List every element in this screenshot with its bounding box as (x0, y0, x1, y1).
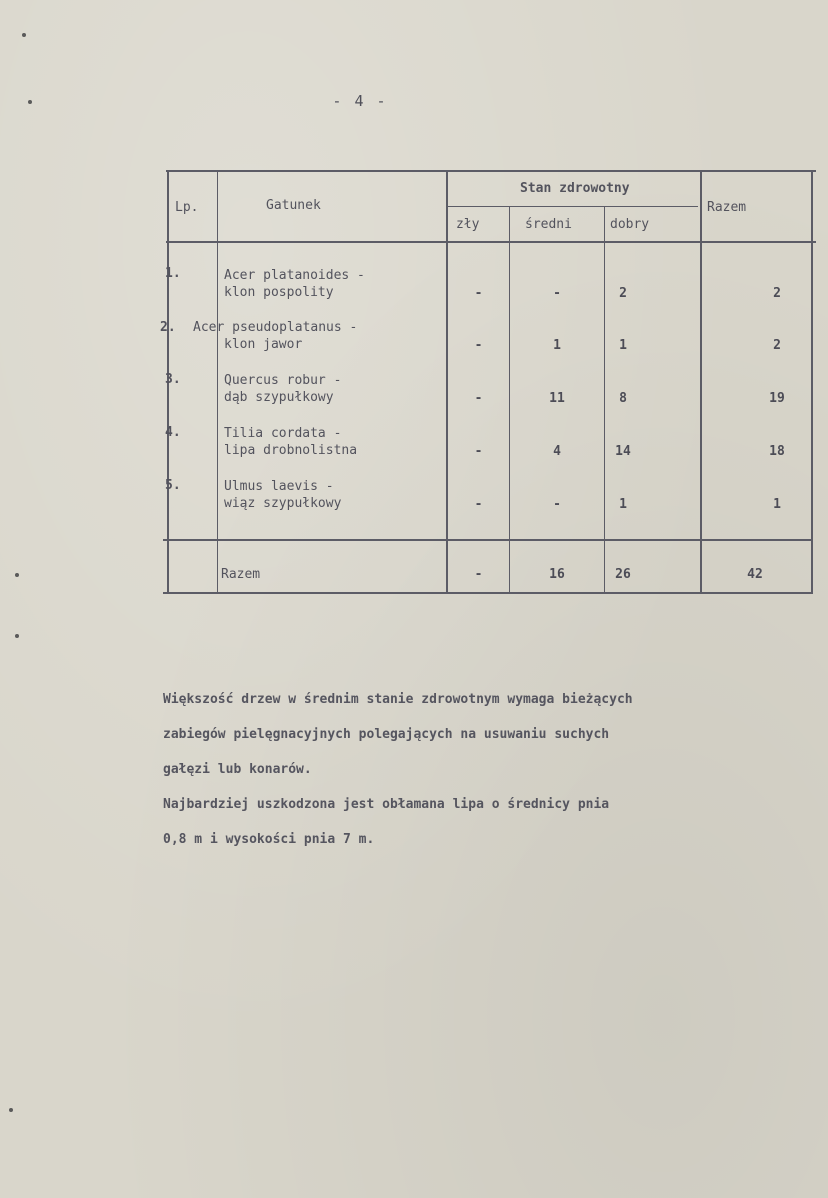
row-name-latin: Acer pseudoplatanus - (193, 320, 358, 335)
row-sredni: 1 (553, 338, 561, 353)
total-label: Razem (221, 567, 261, 582)
header-lp: Lp. (175, 200, 199, 215)
header-dobry: dobry (610, 217, 650, 232)
row-sredni: - (553, 286, 561, 301)
row-lp: 5. (165, 478, 181, 493)
health-status-table (160, 170, 813, 594)
row-lp: 4. (165, 425, 181, 440)
row-zly: - (474, 338, 483, 353)
paragraph-line: Najbardziej uszkodzona jest obłamana lipa o średnicy pnia (163, 797, 610, 812)
paragraph-line: Większość drzew w średnim stanie zdrowotnym wymaga bieżących (163, 692, 633, 707)
row-name-polish: dąb szypułkowy (224, 390, 334, 405)
row-zly: - (474, 286, 483, 301)
punch-mark (15, 634, 19, 638)
row-razem: 2 (773, 338, 781, 353)
row-name-latin: Ulmus laevis - (224, 479, 334, 494)
row-zly: - (474, 444, 483, 459)
row-name-polish: lipa drobnolistna (224, 443, 358, 458)
total-razem: 42 (747, 567, 763, 582)
row-zly: - (474, 497, 483, 512)
total-sredni: 16 (549, 567, 565, 582)
row-dobry: 8 (619, 391, 627, 406)
row-name-latin: Acer platanoides - (224, 268, 365, 283)
row-name-latin: Tilia cordata - (224, 426, 342, 441)
header-razem: Razem (707, 200, 747, 215)
row-name-latin: Quercus robur - (224, 373, 342, 388)
row-name-polish: wiąz szypułkowy (224, 496, 342, 511)
header-gatunek: Gatunek (266, 198, 321, 213)
punch-mark (15, 573, 19, 577)
row-razem: 19 (769, 391, 785, 406)
row-dobry: 14 (615, 444, 631, 459)
total-zly: - (474, 567, 483, 582)
row-dobry: 1 (619, 338, 627, 353)
row-dobry: 2 (619, 286, 627, 301)
row-sredni: 11 (549, 391, 565, 406)
punch-mark (28, 100, 32, 104)
row-lp: 1. (165, 266, 181, 281)
row-razem: 1 (773, 497, 781, 512)
punch-mark (9, 1108, 13, 1112)
total-dobry: 26 (615, 567, 631, 582)
header-stan-zdrowotny: Stan zdrowotny (520, 181, 630, 196)
row-zly: - (474, 391, 483, 406)
paragraph-line: 0,8 m i wysokości pnia 7 m. (163, 832, 375, 847)
row-razem: 18 (769, 444, 785, 459)
row-dobry: 1 (619, 497, 627, 512)
header-sredni: średni (525, 217, 572, 232)
row-lp: 3. (165, 372, 181, 387)
row-razem: 2 (773, 286, 781, 301)
page-number: - 4 - (332, 92, 388, 110)
paragraph-line: zabiegów pielęgnacyjnych polegających na usuwaniu suchych (163, 727, 610, 742)
paragraph-line: gałęzi lub konarów. (163, 762, 312, 777)
row-name-polish: klon jawor (224, 337, 303, 352)
body-paragraph (163, 682, 823, 857)
header-zly: zły (456, 217, 480, 232)
row-sredni: 4 (553, 444, 561, 459)
row-sredni: - (553, 497, 561, 512)
row-name-polish: klon pospolity (224, 285, 334, 300)
punch-mark (22, 33, 26, 37)
row-lp: 2. (160, 320, 176, 335)
